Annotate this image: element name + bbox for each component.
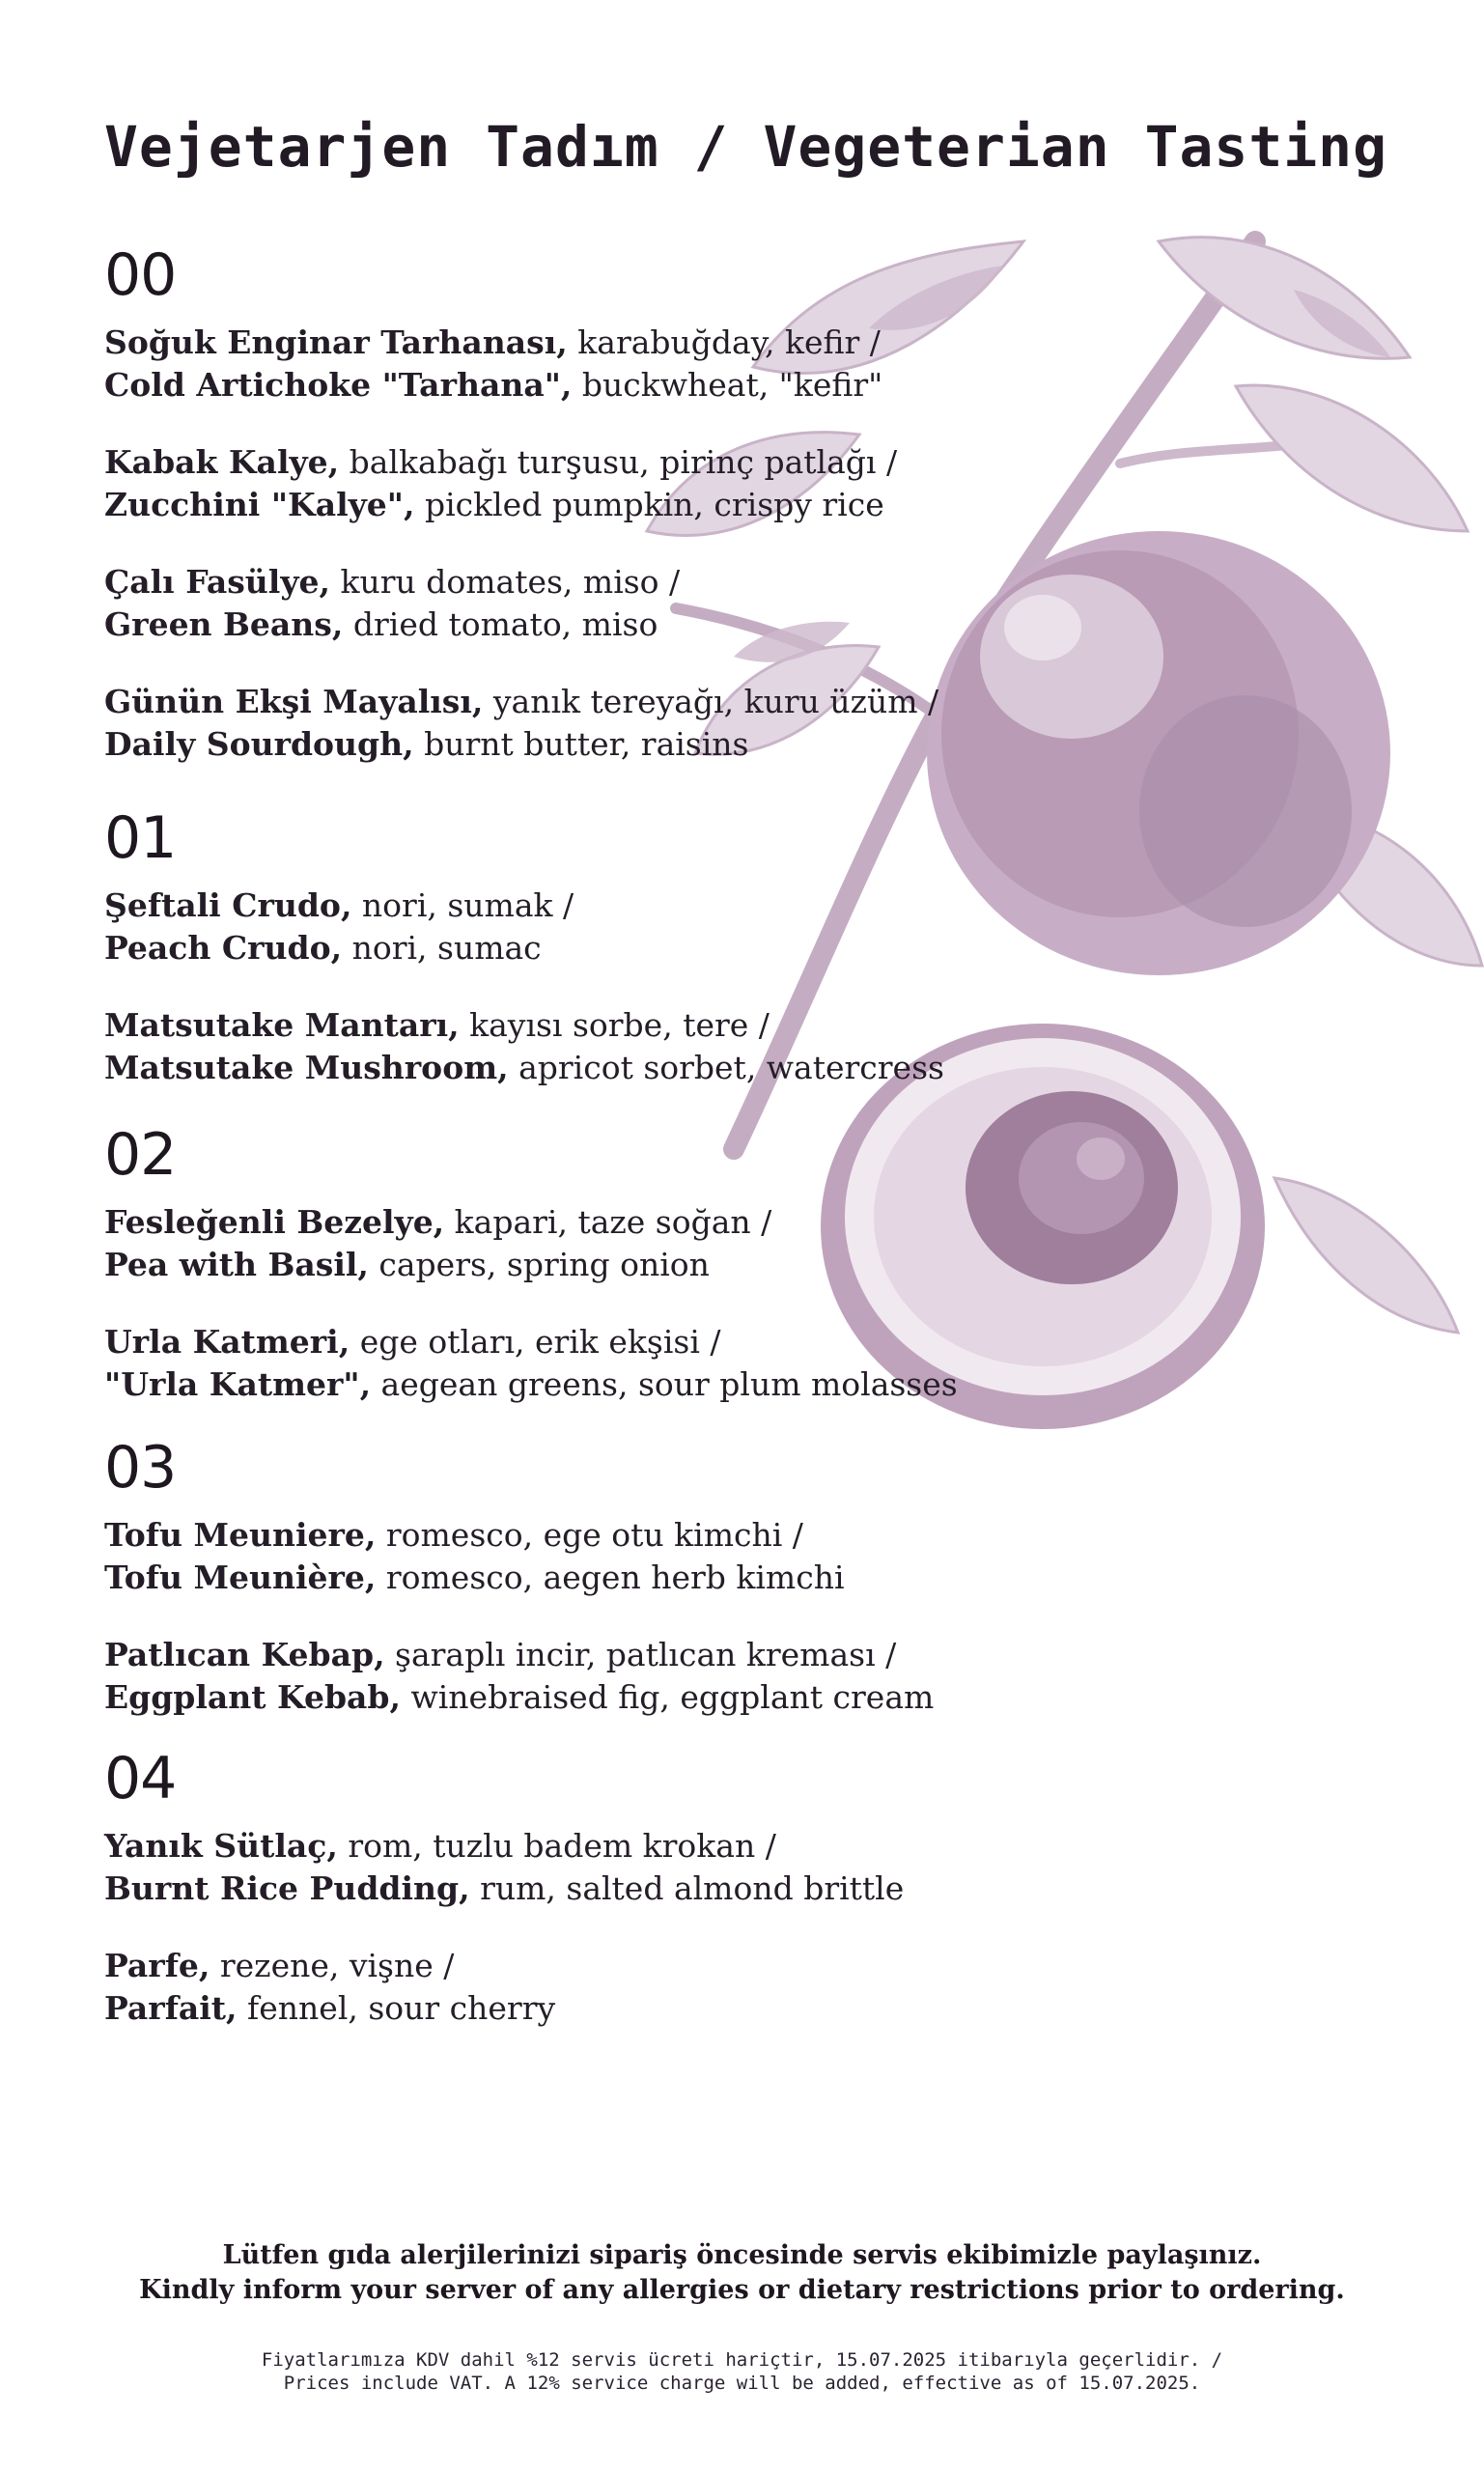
- vat-notice-en: Prices include VAT. A 12% service charge will be added, effective as of 15.07.2025.: [283, 2373, 1201, 2394]
- course-number: 00: [104, 241, 177, 309]
- dish-desc-tr: karabuğday, kefir /: [567, 323, 881, 361]
- dish-line-en: [104, 1557, 934, 1599]
- dish-name-en: Green Beans,: [104, 605, 344, 643]
- allergy-notice-en: Kindly inform your server of any allergies or dietary restrictions prior to ordering.: [139, 2275, 1345, 2305]
- dish-desc-tr: rezene, vişne /: [210, 1947, 455, 1984]
- dish-item: [104, 1945, 904, 2030]
- course-02: [104, 1121, 958, 1441]
- dish-line-tr: [104, 322, 938, 364]
- dish-line-en: [104, 1676, 934, 1719]
- dish-line-en: [104, 927, 944, 969]
- dish-desc-en: pickled pumpkin, crispy rice: [414, 486, 884, 523]
- dish-desc-en: fennel, sour cherry: [237, 1989, 556, 2027]
- dish-item: [104, 1004, 944, 1089]
- dish-line-tr: [104, 441, 938, 484]
- dish-desc-en: burnt butter, raisins: [413, 725, 749, 763]
- dish-name-tr: Fesleğenli Bezelye,: [104, 1203, 445, 1241]
- dish-item: [104, 1321, 958, 1406]
- course-number: 03: [104, 1434, 177, 1502]
- dish-line-en: [104, 1047, 944, 1089]
- dish-name-tr: Günün Ekşi Mayalısı,: [104, 683, 484, 720]
- dish-name-tr: Kabak Kalye,: [104, 443, 340, 481]
- dish-name-en: Parfait,: [104, 1989, 238, 2027]
- dish-name-en: Pea with Basil,: [104, 1246, 369, 1283]
- dish-item: [104, 322, 938, 407]
- dish-item: [104, 1634, 934, 1719]
- course-number: 02: [104, 1121, 177, 1189]
- dish-line-tr: [104, 1514, 934, 1557]
- dish-name-en: Matsutake Mushroom,: [104, 1049, 509, 1086]
- dish-name-en: Eggplant Kebab,: [104, 1678, 401, 1716]
- dish-desc-tr: kayısı sorbe, tere /: [459, 1006, 770, 1044]
- dish-desc-en: winebraised fig, eggplant cream: [401, 1678, 935, 1716]
- dish-desc-tr: kuru domates, miso /: [329, 563, 681, 601]
- course-number: 01: [104, 804, 177, 872]
- dish-name-tr: Patlıcan Kebap,: [104, 1636, 385, 1673]
- dish-item: [104, 681, 938, 766]
- dish-desc-tr: romesco, ege otu kimchi /: [376, 1516, 803, 1554]
- dish-line-tr: [104, 885, 944, 927]
- dish-name-tr: Parfe,: [104, 1947, 210, 1984]
- dish-desc-tr: nori, sumak /: [351, 886, 574, 924]
- dish-line-en: [104, 1987, 904, 2030]
- vat-notice: [0, 2348, 1484, 2395]
- dish-line-tr: [104, 1825, 904, 1868]
- dish-line-en: [104, 604, 938, 646]
- allergy-notice-tr: Lütfen gıda alerjilerinizi sipariş öncesinde servis ekibimizle paylaşınız.: [222, 2240, 1262, 2270]
- dish-name-en: Daily Sourdough,: [104, 725, 414, 763]
- dish-line-en: [104, 364, 938, 407]
- dish-line-tr: [104, 1945, 904, 1987]
- dish-name-tr: Tofu Meuniere,: [104, 1516, 377, 1554]
- dish-desc-tr: şaraplı incir, patlıcan kreması /: [384, 1636, 897, 1673]
- dish-line-en: [104, 1868, 904, 1910]
- dish-desc-en: buckwheat, "kefir": [572, 366, 883, 404]
- dish-desc-tr: yanık tereyağı, kuru üzüm /: [483, 683, 939, 720]
- dish-item: [104, 441, 938, 526]
- dish-desc-en: rum, salted almond brittle: [469, 1869, 905, 1907]
- dish-name-tr: Urla Katmeri,: [104, 1323, 350, 1361]
- dish-desc-tr: balkabağı turşusu, pirinç patlağı /: [339, 443, 898, 481]
- course-01: [104, 804, 944, 1124]
- allergy-notice: [0, 2238, 1484, 2308]
- dish-line-en: [104, 1363, 958, 1406]
- dish-line-en: [104, 723, 938, 766]
- dish-name-tr: Çalı Fasülye,: [104, 563, 330, 601]
- dish-line-en: [104, 1244, 958, 1286]
- dish-line-tr: [104, 1321, 958, 1363]
- dish-line-tr: [104, 1004, 944, 1047]
- dish-line-tr: [104, 1201, 958, 1244]
- dish-name-en: Zucchini "Kalye",: [104, 486, 415, 523]
- dish-name-tr: Şeftali Crudo,: [104, 886, 352, 924]
- dish-line-tr: [104, 561, 938, 604]
- dish-item: [104, 1514, 934, 1599]
- course-00: [104, 241, 939, 801]
- dish-desc-en: nori, sumac: [342, 929, 542, 967]
- dish-line-en: [104, 484, 938, 526]
- dish-name-tr: Soğuk Enginar Tarhanası,: [104, 323, 568, 361]
- dish-line-tr: [104, 1634, 934, 1676]
- dish-item: [104, 885, 944, 969]
- dish-name-en: Tofu Meunière,: [104, 1559, 377, 1596]
- dish-desc-en: capers, spring onion: [368, 1246, 710, 1283]
- course-number: 04: [104, 1745, 177, 1812]
- dish-desc-en: dried tomato, miso: [343, 605, 658, 643]
- dish-desc-tr: ege otları, erik ekşisi /: [350, 1323, 721, 1361]
- dish-item: [104, 1825, 904, 1910]
- dish-item: [104, 1201, 958, 1286]
- dish-desc-tr: kapari, taze soğan /: [444, 1203, 772, 1241]
- dish-name-en: Peach Crudo,: [104, 929, 343, 967]
- dish-line-tr: [104, 681, 938, 723]
- dish-desc-en: aegean greens, sour plum molasses: [371, 1365, 958, 1403]
- dish-desc-en: romesco, aegen herb kimchi: [376, 1559, 845, 1596]
- page-title: Vejetarjen Tadım / Vegeterian Tasting: [104, 114, 1388, 180]
- dish-name-en: Cold Artichoke "Tarhana",: [104, 366, 573, 404]
- dish-desc-en: apricot sorbet, watercress: [508, 1049, 944, 1086]
- vat-notice-tr: Fiyatlarımıza KDV dahil %12 servis ücreti hariçtir, 15.07.2025 itibarıyla geçerlidir. /: [261, 2349, 1223, 2371]
- dish-item: [104, 561, 938, 646]
- dish-name-en: Burnt Rice Pudding,: [104, 1869, 470, 1907]
- dish-name-tr: Yanık Sütlaç,: [104, 1827, 338, 1865]
- course-03: [104, 1434, 935, 1754]
- dish-desc-tr: rom, tuzlu badem krokan /: [337, 1827, 776, 1865]
- course-04: [104, 1745, 905, 2065]
- dish-name-tr: Matsutake Mantarı,: [104, 1006, 460, 1044]
- dish-name-en: "Urla Katmer",: [104, 1365, 372, 1403]
